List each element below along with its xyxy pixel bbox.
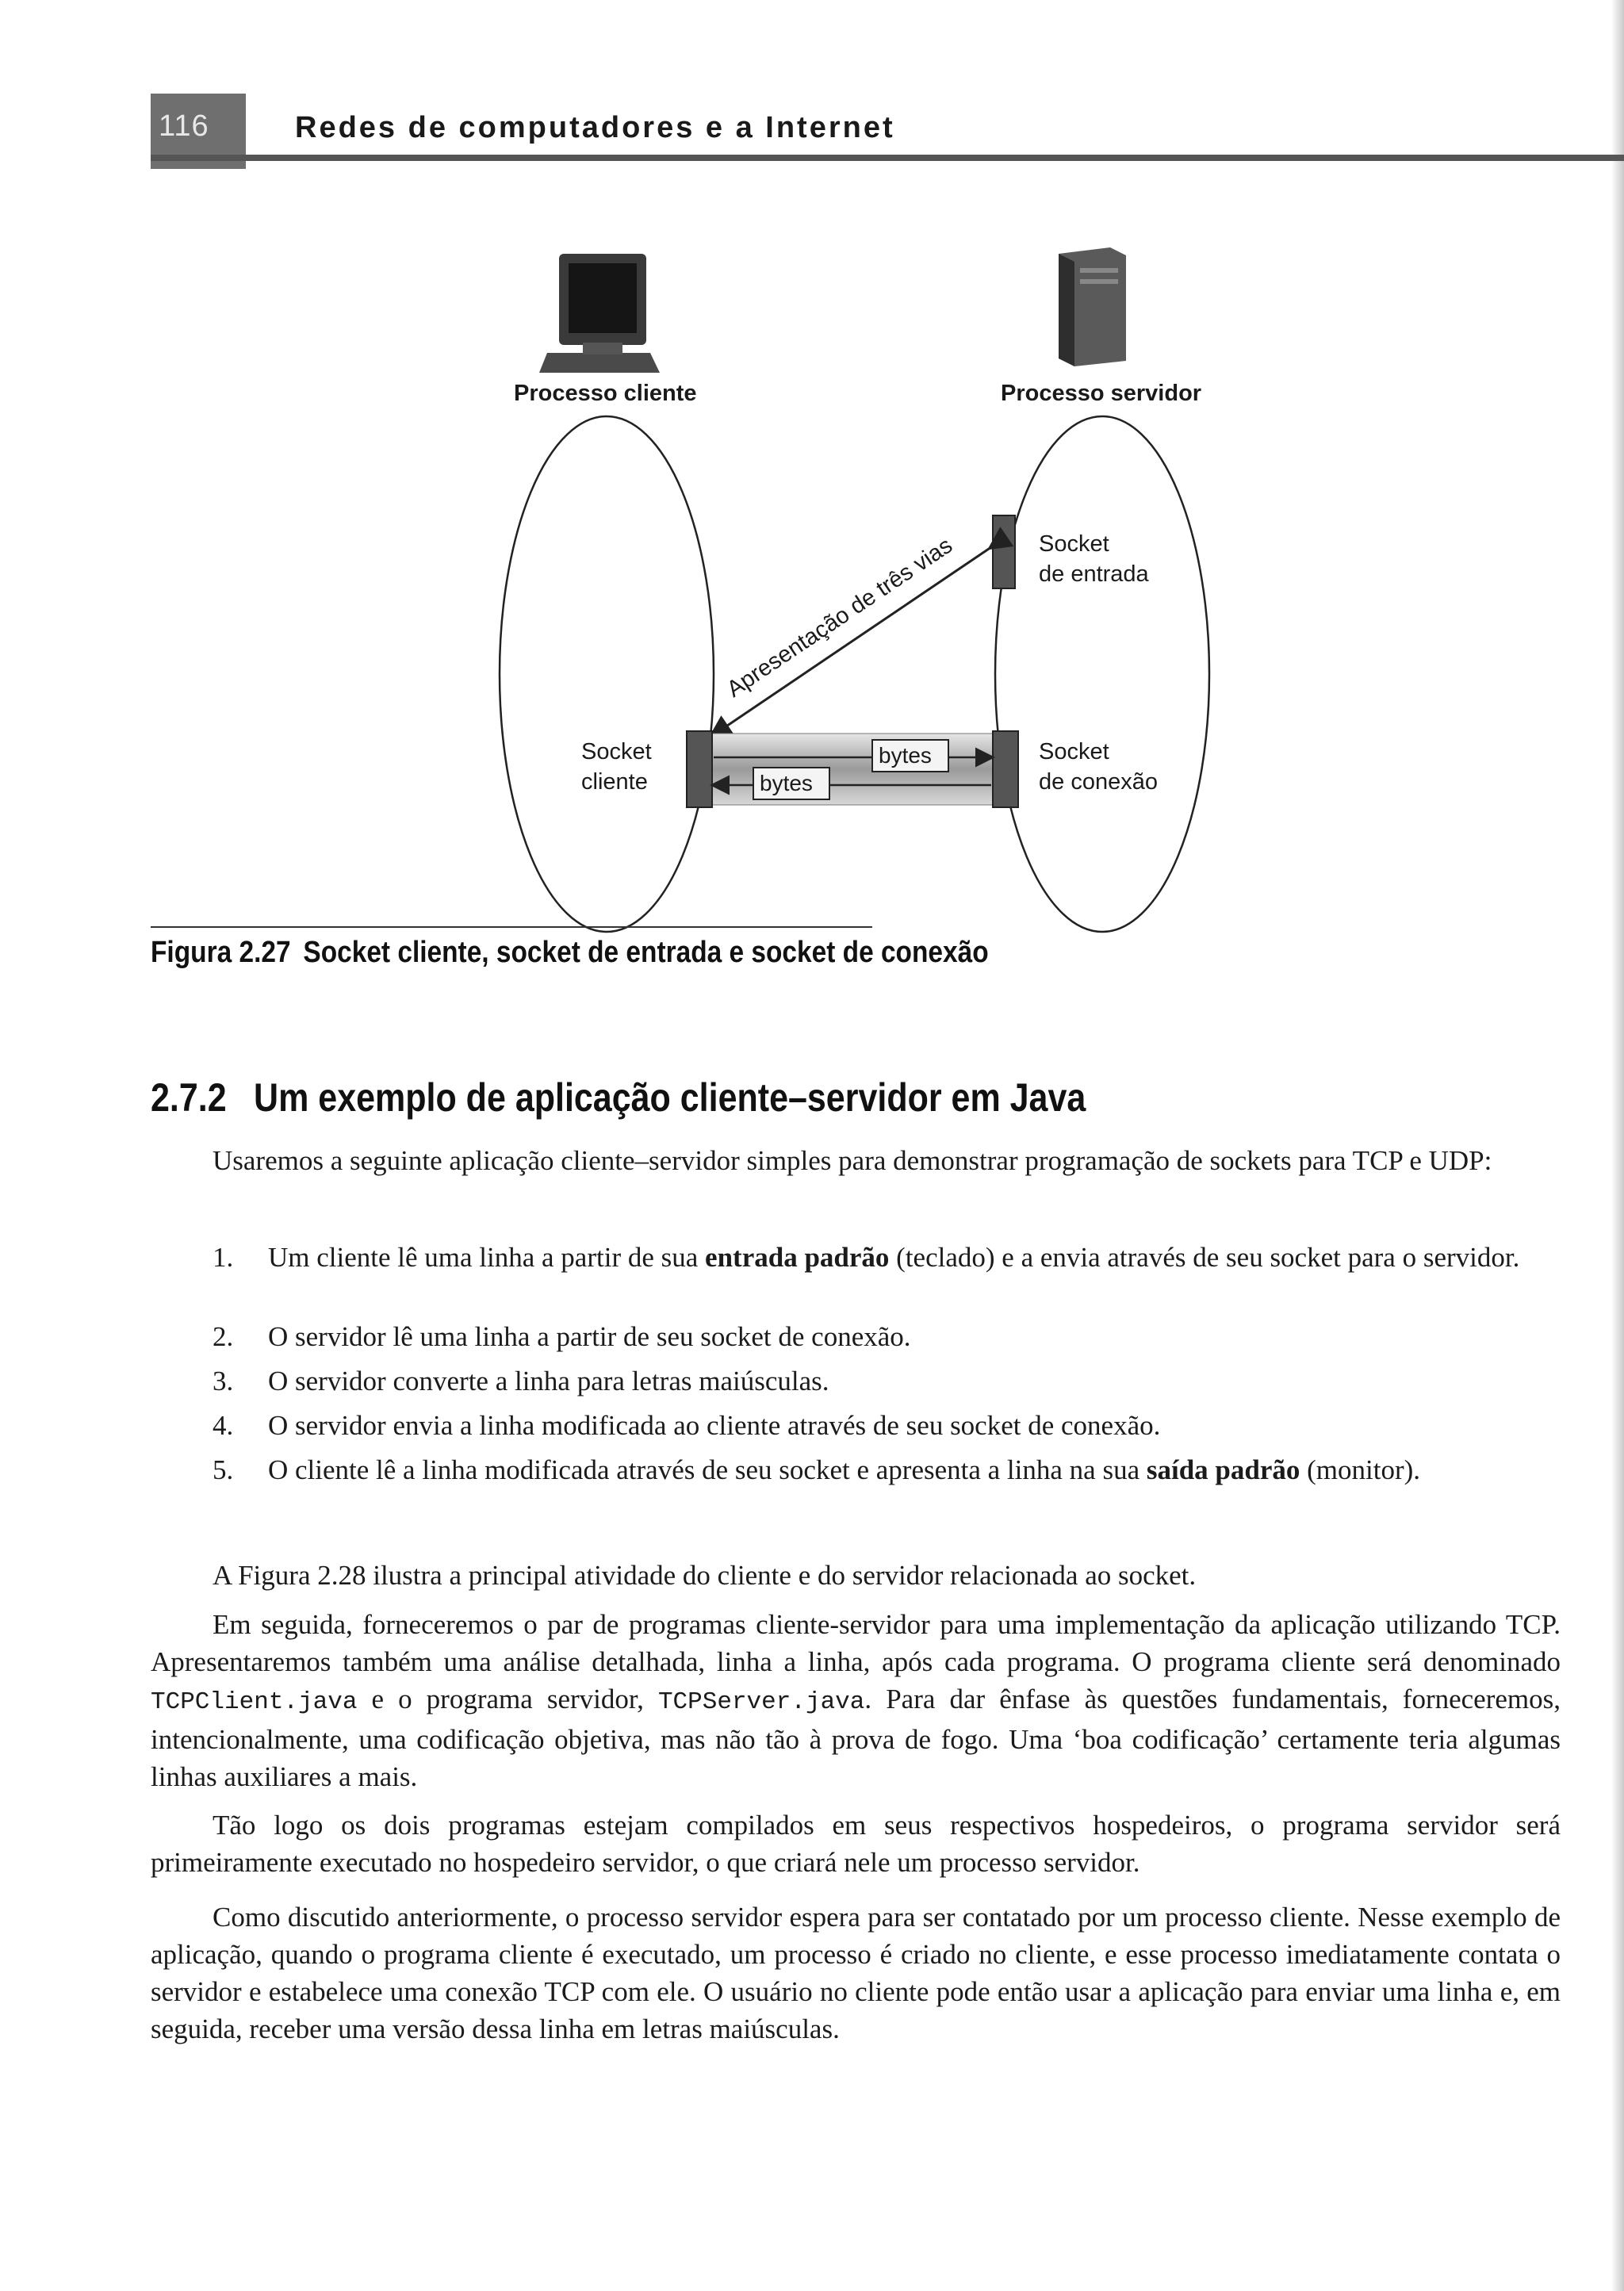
server-process-ellipse xyxy=(995,416,1209,932)
list-number: 4. xyxy=(213,1410,234,1441)
code-tcpclient: TCPClient.java xyxy=(151,1688,358,1716)
intro-paragraph: Usaremos a seguinte aplicação cliente–servidor simples para demonstrar programação de sockets para TCP e UDP: xyxy=(213,1145,1492,1176)
client-process-label: Processo cliente xyxy=(514,381,697,406)
figure-caption xyxy=(151,936,989,970)
figure-label: Figura 2.27 xyxy=(151,936,291,969)
paragraph-compile: Tão logo os dois programas estejam compilados em seus respectivos hospedeiros, o programa servidor será primeiramente executado no hospedeiro servidor, o que criará nele um processo servidor. xyxy=(151,1810,1561,1878)
client-socket xyxy=(687,731,712,807)
list-text: Um cliente lê uma linha a partir de sua xyxy=(268,1242,706,1273)
handshake-arrow xyxy=(712,547,991,736)
welcome-socket-label-2: de entrada xyxy=(1039,561,1149,587)
list-number: 1. xyxy=(213,1242,234,1273)
list-number: 2. xyxy=(213,1321,234,1352)
caption-rule xyxy=(151,926,872,928)
socket-diagram xyxy=(0,0,1624,936)
connection-socket xyxy=(993,731,1018,807)
bytes-label-left: bytes xyxy=(760,771,813,795)
running-title: Redes de computadores e a Internet xyxy=(295,111,895,144)
bytes-label-right: bytes xyxy=(879,743,932,768)
page-number: 116 xyxy=(159,109,209,143)
client-socket-label-1: Socket xyxy=(581,739,652,764)
server-process-label: Processo servidor xyxy=(1001,381,1202,406)
welcome-socket xyxy=(993,515,1015,588)
list-text: O servidor lê uma linha a partir de seu socket de conexão. xyxy=(268,1321,911,1352)
section-heading xyxy=(151,1075,1086,1121)
paragraph-figure-ref: A Figura 2.28 ilustra a principal atividade do cliente e do servidor relacionada ao socket. xyxy=(213,1560,1197,1591)
section-number: 2.7.2 xyxy=(151,1075,227,1120)
handshake-label: Apresentação de três vias xyxy=(722,532,957,703)
code-tcpserver: TCPServer.java xyxy=(657,1688,865,1716)
client-computer-icon xyxy=(539,254,660,373)
figure-caption-text: Socket cliente, socket de entrada e socket de conexão xyxy=(303,936,989,969)
client-socket-label-2: cliente xyxy=(581,769,648,795)
list-number: 3. xyxy=(213,1366,234,1396)
connection-socket-label-2: de conexão xyxy=(1039,769,1158,795)
paragraph-programs: Em seguida, forneceremos o par de programas cliente-servidor para uma implementação da aplicação utilizando TCP. Apresentaremos também uma análise detalhada, linha a linha, após cada programa. O programa cliente será denominado TCPClient.java e o programa servidor, TCPServer.java. Para dar ênfase às questões fundamentais, forneceremos, intencionalmente, uma codificação objetiva, mas não tão à prova de fogo. Uma ‘boa codificação’ certamente teria algumas linhas auxiliares a mais. xyxy=(151,1609,1561,1792)
list-bold: entrada padrão xyxy=(705,1242,890,1273)
list-text: (teclado) e a envia através de seu socket para o servidor. xyxy=(889,1242,1520,1273)
paragraph-connection: Como discutido anteriormente, o processo servidor espera para ser contatado por um processo cliente. Nesse exemplo de aplicação, quando o programa cliente é executado, um processo é criado no cliente, e esse processo imediatamente contata o servidor e estabelece uma conexão TCP com ele. O usuário no cliente pode então usar a aplicação para enviar uma linha e, em seguida, receber uma versão dessa linha em letras maiúsculas. xyxy=(151,1902,1561,2044)
welcome-socket-label-1: Socket xyxy=(1039,531,1109,557)
list-text: O cliente lê a linha modificada através de seu socket e apresenta a linha na sua xyxy=(268,1454,1147,1485)
section-title: Um exemplo de aplicação cliente–servidor em Java xyxy=(254,1075,1086,1120)
list-text: (monitor). xyxy=(1300,1454,1421,1485)
connection-socket-label-1: Socket xyxy=(1039,739,1109,764)
list-number: 5. xyxy=(213,1454,234,1485)
list-text: O servidor converte a linha para letras maiúsculas. xyxy=(268,1366,829,1396)
list-text: O servidor envia a linha modificada ao cliente através de seu socket de conexão. xyxy=(268,1410,1161,1441)
list-bold: saída padrão xyxy=(1146,1454,1300,1485)
client-process-ellipse xyxy=(500,416,714,932)
server-tower-icon xyxy=(1059,247,1126,366)
